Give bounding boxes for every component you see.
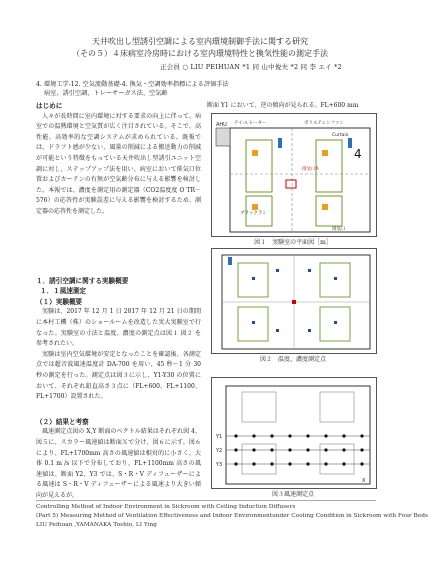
section1-1-1-text2: 実験は室内空気環境が安定となったことを確認後、各測定点では超音波風速温度計 DA-700 を用い、45 秒～1 分 30 秒の測定を行った。測定点は図３に示し、Y1-Y30 の位置において、それぞれ鉛直高さ３点に（FL+600、FL+1100、FL+1700）設置された。 (36, 350, 201, 401)
figure2-measurement-points (211, 248, 377, 354)
fig1-exhaust-label: 排気口A (302, 167, 319, 172)
footer-english-subtitle: (Part 5) Measuring Method of Ventilation Effectiveness and Indoor Environmentunder Cooling Condition in Sickroom with Four Beds (36, 513, 428, 520)
fig1-exhaust2-label: 排気口 (332, 227, 346, 232)
section1-heading: １．誘引空調に関する実験概要 (36, 276, 129, 285)
paper-title: 天井吹出し型誘引空調による室内環境制御手法に関する研究 (92, 37, 308, 46)
left-column (36, 101, 201, 499)
footer (36, 500, 428, 531)
figure1-plan (211, 113, 377, 237)
keywords-line1: 4. 環境工学-12. 空気流動基礎-4. 換気・空調効率指標による評価手法 (36, 81, 229, 88)
fig1-ahu-label: AHU (216, 122, 227, 128)
fig1-curtain-label: Curtain (332, 133, 349, 138)
right-intro: 断面 Y1 において、逆の傾向が見られる。FL+600 mm (207, 102, 359, 109)
section1-1-2-heading: （２）結果と考察 (36, 417, 89, 426)
fig3-y3-label: Y3 (216, 462, 223, 468)
figure1-caption: 図１ 実験室の平面図［m］ (254, 239, 332, 246)
keywords (36, 80, 376, 98)
section1-1-heading: １．１風速測定 (40, 287, 87, 296)
intro-text: 人々が長時間に室内環境に対する要求の向上に伴って、病室での温熱環境と空気質が広く注目されている。そこで、高性能、高効率的な空調システムが求められている。既報では、ドラフト感が少ない、風量の削減による搬送動力の削減が可能という特徴をもっている天井吹出し型誘引ユニット空調に対し、ステップアップ法を用い、病室において排気口位置およびカーテンの有無が空気齢分布に与える影響を検討した。本報では、濃度を測定用の測定器（CO2温度度 O TR－576）の応答性が実験誤差に与える影響を検討するため、測定器の応答性を測定した。 (36, 112, 201, 215)
figure3-caption: 図３風速測定点 (271, 491, 314, 498)
authors: 正会員 ○ LIU PEIHUAN *1 同 山中俊夫 *2 同 李 エイ *2 (160, 63, 342, 71)
fig1-big-number: 4 (354, 147, 362, 161)
figure3-wind-points (211, 377, 377, 489)
footer-english-title: Controlling Method of Indoor Environment in Sickroom with Ceiling Induction Diffusers (36, 504, 296, 510)
intro-heading: はじめに (36, 102, 63, 110)
fig3-y2-label: Y2 (216, 448, 223, 454)
section1-1-2-text: 風速測定点図の X,Y 断面のベクトル結果はそれぞれ図 4、図５に、スカラー風速値は断面Ｘで分け、図６に示す。図６により、FL+1700mm 高さの風速値は相対的に小さく、大体 0.1 m /s 以下で分布しており、FL+1100mm 高さの風速値は、断面 Y2、Y3 では、S・R・V ディフューザーによる風速は S・R・V ディフューザーによる風速より大きい傾向が見えるが。 (36, 428, 201, 499)
fig3-x-label: X (362, 478, 366, 484)
paper-subtitle: （その５）４床病室冷房時における室内環境特性と換気性能の測定手法 (72, 49, 328, 58)
fig1-blackpanel-label: ブラックラン (240, 211, 267, 216)
fig1-sensor-label: テイ-ルヒーター (234, 121, 267, 126)
fig3-y1-label: Y1 (216, 434, 223, 440)
section1-1-1-text: 実験は、2017 年 12 月 1 日 2017 年 12 月 21 日の期間に本村工機（株）のショールームを改造した実大実験室で行なった。実験室の寸法と温度、濃度の測定点は図１ 図２ を参考されたい。 (36, 308, 201, 348)
keywords-line2: 病室、誘引空調、トレーサーガス法、空気齢 (44, 90, 168, 97)
fig1-diffuser-label: ポリステレンファン (304, 121, 345, 126)
section1-1-1-heading: （１）実験概要 (36, 297, 83, 306)
figure3-drawing (212, 378, 376, 488)
figure2-caption: 図２ 温度、濃度測定点 (259, 356, 326, 363)
footer-english-authors: LIU Peihuan ,YAMANAKA Toshio, LI Ying (36, 522, 157, 529)
figure2-drawing (212, 249, 376, 353)
figure1-drawing (212, 114, 376, 236)
